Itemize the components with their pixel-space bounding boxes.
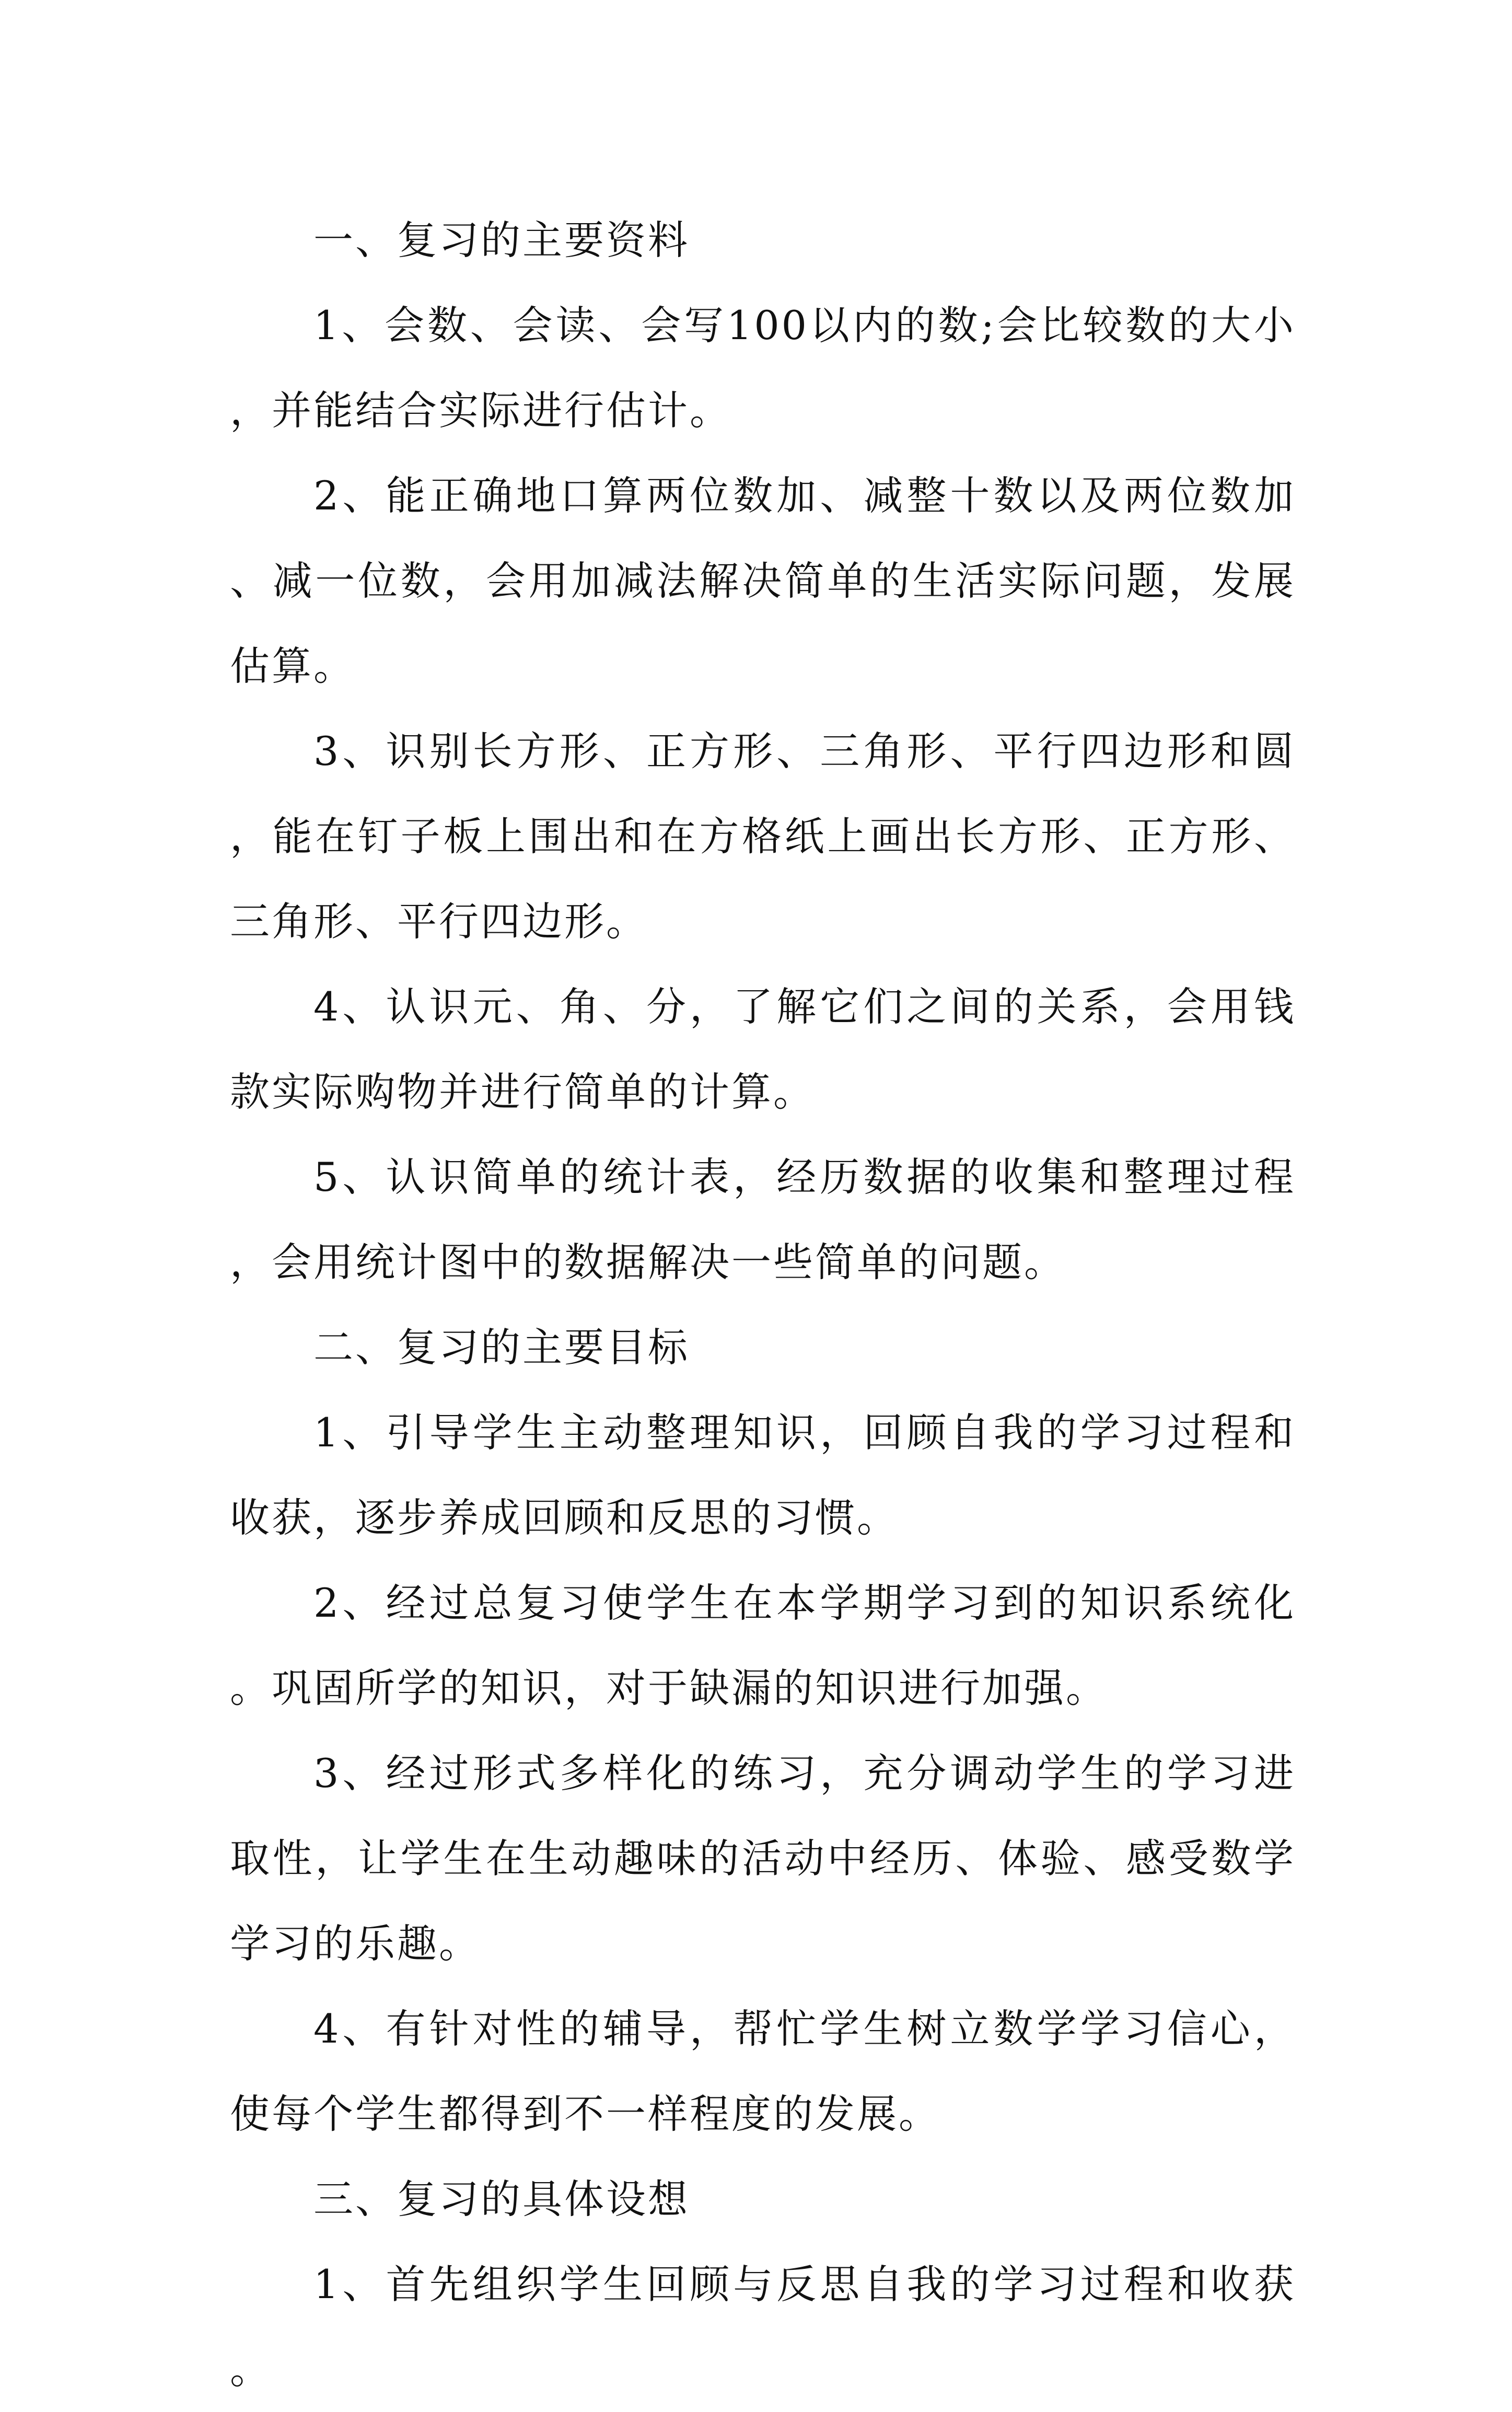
section-heading-2: 二、复习的主要目标 xyxy=(313,1324,690,1371)
document-body xyxy=(230,198,1296,2412)
paragraph: 1、会数、会读、会写100以内的数;会比较数的大小，并能结合实际进行估计。 xyxy=(230,302,1296,434)
paragraph: 3、识别长方形、正方形、三角形、平行四边形和圆，能在钉子板上围出和在方格纸上画出长方形、正方形、三角形、平行四边形。 xyxy=(230,728,1296,945)
paragraph: 4、认识元、角、分，了解它们之间的关系，会用钱款实际购物并进行简单的计算。 xyxy=(230,983,1296,1115)
paragraph: 1、引导学生主动整理知识，回顾自我的学习过程和收获，逐步养成回顾和反思的习惯。 xyxy=(230,1409,1296,1541)
paragraph: 5、认识简单的统计表，经历数据的收集和整理过程，会用统计图中的数据解决一些简单的问题。 xyxy=(230,1154,1296,1285)
paragraph: 3、经过形式多样化的练习，充分调动学生的学习进取性，让学生在生动趣味的活动中经历、体验、感受数学学习的乐趣。 xyxy=(230,1750,1296,1967)
paragraph: 2、经过总复习使学生在本学期学习到的知识系统化。巩固所学的知识，对于缺漏的知识进行加强。 xyxy=(230,1580,1296,1711)
section-heading-3: 三、复习的具体设想 xyxy=(313,2176,690,2222)
paragraph: 4、有针对性的辅导，帮忙学生树立数学学习信心，使每个学生都得到不一样程度的发展。 xyxy=(230,2005,1296,2137)
section-heading-1: 一、复习的主要资料 xyxy=(313,217,690,263)
paragraph: 2、能正确地口算两位数加、减整十数以及两位数加、减一位数，会用加减法解决简单的生活实际问题，发展估算。 xyxy=(230,472,1296,689)
paragraph: 1、首先组织学生回顾与反思自我的学习过程和收获。 xyxy=(230,2261,1296,2393)
